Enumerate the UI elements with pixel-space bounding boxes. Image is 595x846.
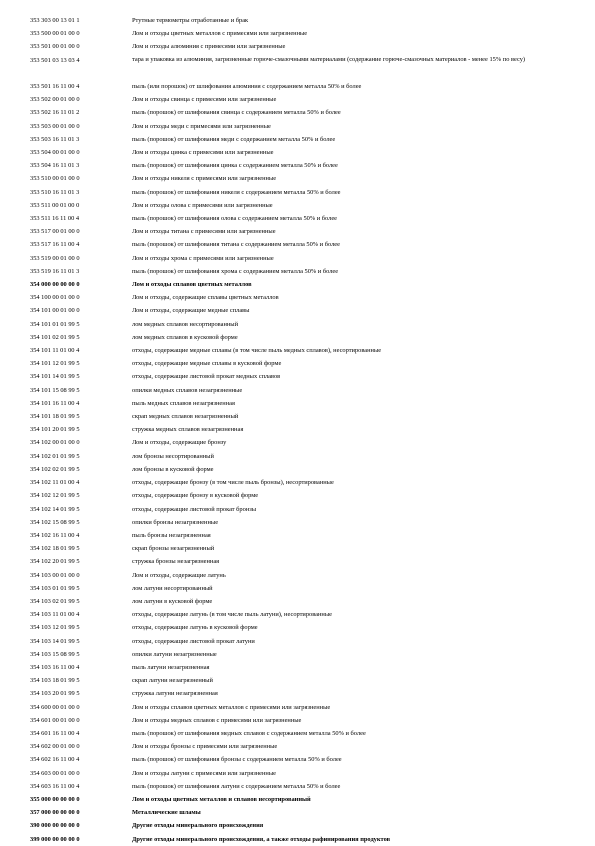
table-row bbox=[30, 397, 570, 410]
waste-name: Лом и отходы сплавов цветных металлов bbox=[132, 281, 252, 289]
waste-name: лом латуни в кусковой форме bbox=[132, 597, 213, 605]
waste-code: 354 103 16 11 00 4 bbox=[30, 663, 80, 671]
waste-name: отходы, содержащие листовой прокат латуни bbox=[132, 637, 255, 645]
table-row bbox=[30, 278, 570, 291]
waste-name: Лом и отходы хрома с примесями или загрязненные bbox=[132, 254, 274, 262]
waste-name: отходы, содержащие бронзу в кусковой форме bbox=[132, 492, 259, 500]
table-row bbox=[30, 542, 570, 555]
waste-code: 354 103 01 01 99 5 bbox=[30, 584, 80, 592]
waste-code: 354 103 00 01 00 0 bbox=[30, 571, 80, 579]
waste-code: 353 500 00 01 00 0 bbox=[30, 30, 80, 38]
waste-name: стружка латуни незагрязненная bbox=[132, 690, 218, 698]
waste-name: отходы, содержащие бронзу (в том числе пыль бронзы), несортированные bbox=[132, 479, 334, 487]
waste-code: 353 510 00 01 00 0 bbox=[30, 175, 80, 183]
waste-name: опилки медных сплавов незагрязненные bbox=[132, 386, 243, 394]
table-row bbox=[30, 27, 570, 40]
waste-code: 354 602 00 01 00 0 bbox=[30, 743, 80, 751]
waste-name: Лом и отходы олова с примесями или загрязненные bbox=[132, 201, 273, 209]
waste-code: 353 504 00 01 00 0 bbox=[30, 149, 80, 157]
table-row bbox=[30, 767, 570, 780]
waste-code: 354 000 00 00 00 0 bbox=[30, 281, 80, 289]
waste-name: пыль (порошок) от шлифования свинца с содержанием металла 50% и более bbox=[132, 109, 341, 117]
waste-code: 354 103 11 01 00 4 bbox=[30, 611, 80, 619]
waste-name: пыль латуни незагрязненная bbox=[132, 663, 210, 671]
waste-code: 354 102 00 01 00 0 bbox=[30, 439, 80, 447]
waste-code: 353 502 00 01 00 0 bbox=[30, 96, 80, 104]
waste-code: 353 511 00 01 00 0 bbox=[30, 201, 80, 209]
table-row bbox=[30, 93, 570, 106]
table-row bbox=[30, 120, 570, 133]
waste-code: 354 101 11 01 00 4 bbox=[30, 347, 80, 355]
waste-name: отходы, содержащие медные сплавы в кусковой форме bbox=[132, 360, 282, 368]
waste-code: 354 602 16 11 00 4 bbox=[30, 756, 80, 764]
table-row bbox=[30, 172, 570, 185]
waste-name: Лом и отходы, содержащие бронзу bbox=[132, 439, 227, 447]
waste-code: 353 504 16 11 01 3 bbox=[30, 162, 80, 170]
waste-name: пыль (порошок) от шлифования цинка с содержанием металла 50% и более bbox=[132, 162, 338, 170]
waste-code: 354 103 18 01 99 5 bbox=[30, 677, 80, 685]
table-row bbox=[30, 503, 570, 516]
table-row bbox=[30, 450, 570, 463]
waste-name: пыль (порошок) от шлифования медных сплавов с содержанием металла 50% и более bbox=[132, 729, 366, 737]
table-row bbox=[30, 14, 570, 27]
waste-code: 354 103 14 01 99 5 bbox=[30, 637, 80, 645]
waste-name: пыль (порошок) от шлифования бронзы с содержанием металла 50% и более bbox=[132, 756, 342, 764]
waste-code: 353 502 16 11 01 2 bbox=[30, 109, 80, 117]
table-row bbox=[30, 608, 570, 621]
table-row bbox=[30, 529, 570, 542]
table-row bbox=[30, 806, 570, 819]
waste-name: Другие отходы минерального происхождения, а также отходы рафинирования продуктов bbox=[132, 835, 391, 843]
table-row bbox=[30, 674, 570, 687]
table-row bbox=[30, 370, 570, 383]
table-row bbox=[30, 265, 570, 278]
waste-name: Ртутные термометры отработанные и брак bbox=[132, 17, 249, 24]
waste-code: 354 103 12 01 99 5 bbox=[30, 624, 80, 632]
waste-name: пыль (порошок) от шлифования титана с содержанием металла 50% и более bbox=[132, 241, 340, 249]
waste-name: лом бронзы несортированный bbox=[132, 452, 214, 460]
waste-name: пыль (порошок) от шлифования меди с содержанием металла 50% и более bbox=[132, 135, 336, 143]
waste-code: 353 517 16 11 00 4 bbox=[30, 241, 80, 249]
waste-code: 353 501 00 01 00 0 bbox=[30, 43, 80, 51]
table-row bbox=[30, 595, 570, 608]
waste-name: Металлические шламы bbox=[132, 809, 201, 817]
table-row bbox=[30, 344, 570, 357]
waste-code: 354 600 00 01 00 0 bbox=[30, 703, 80, 711]
waste-name: отходы, содержащие латунь в кусковой форме bbox=[132, 624, 258, 632]
waste-code: 354 601 16 11 00 4 bbox=[30, 729, 80, 737]
table-row bbox=[30, 291, 570, 304]
waste-name: пыль бронзы незагрязненная bbox=[132, 531, 211, 539]
document-page bbox=[30, 14, 570, 846]
table-row bbox=[30, 384, 570, 397]
waste-code: 353 503 16 11 01 3 bbox=[30, 135, 80, 143]
table-row bbox=[30, 569, 570, 582]
table-row bbox=[30, 238, 570, 251]
table-row bbox=[30, 727, 570, 740]
waste-code: 354 102 18 01 99 5 bbox=[30, 545, 80, 553]
table-row bbox=[30, 436, 570, 449]
table-row bbox=[30, 780, 570, 793]
waste-code: 353 503 00 01 00 0 bbox=[30, 122, 80, 130]
table-row bbox=[30, 687, 570, 700]
table-row bbox=[30, 648, 570, 661]
table-row bbox=[30, 423, 570, 436]
table-row bbox=[30, 318, 570, 331]
waste-name: скрап медных сплавов незагрязненный bbox=[132, 413, 239, 421]
waste-name: Лом и отходы цинка с примесями или загрязненные bbox=[132, 149, 274, 157]
waste-code: 353 511 16 11 00 4 bbox=[30, 215, 80, 223]
waste-code: 354 102 01 01 99 5 bbox=[30, 452, 80, 460]
waste-code: 354 603 16 11 00 4 bbox=[30, 782, 80, 790]
table-row bbox=[30, 40, 570, 53]
waste-name: опилки бронзы незагрязненные bbox=[132, 518, 219, 526]
waste-code: 354 101 20 01 99 5 bbox=[30, 426, 80, 434]
waste-code: 354 101 12 01 99 5 bbox=[30, 360, 80, 368]
table-row bbox=[30, 304, 570, 317]
table-row bbox=[30, 252, 570, 265]
waste-name: пыль медных сплавов незагрязненная bbox=[132, 399, 235, 407]
waste-code: 354 100 00 01 00 0 bbox=[30, 294, 80, 302]
waste-code: 354 103 20 01 99 5 bbox=[30, 690, 80, 698]
waste-name: Лом и отходы, содержащие латунь bbox=[132, 571, 226, 579]
table-row bbox=[30, 463, 570, 476]
table-row bbox=[30, 80, 570, 93]
waste-code: 354 102 20 01 99 5 bbox=[30, 558, 80, 566]
waste-name: скрап латуни незагрязненный bbox=[132, 677, 213, 685]
waste-code: 354 102 12 01 99 5 bbox=[30, 492, 80, 500]
table-row bbox=[30, 819, 570, 832]
waste-code: 353 303 00 13 01 1 bbox=[30, 17, 80, 24]
table-row bbox=[30, 331, 570, 344]
waste-code: 354 102 15 08 99 5 bbox=[30, 518, 80, 526]
waste-name: пыль (порошок) от шлифования никеля с содержанием металла 50% и более bbox=[132, 188, 341, 196]
waste-code: 354 102 14 01 99 5 bbox=[30, 505, 80, 513]
waste-code: 354 101 00 01 00 0 bbox=[30, 307, 80, 315]
waste-name: Лом и отходы, содержащие медные сплавы bbox=[132, 307, 250, 315]
table-row bbox=[30, 740, 570, 753]
table-row bbox=[30, 714, 570, 727]
waste-name: скрап бронзы незагрязненный bbox=[132, 545, 215, 553]
table-row bbox=[30, 621, 570, 634]
waste-name: Лом и отходы свинца с примесями или загрязненные bbox=[132, 96, 277, 104]
table-row bbox=[30, 701, 570, 714]
waste-name: лом медных сплавов несортированный bbox=[132, 320, 239, 328]
waste-code: 354 102 11 01 00 4 bbox=[30, 479, 80, 487]
table-row bbox=[30, 489, 570, 502]
waste-code: 354 103 15 08 99 5 bbox=[30, 650, 80, 658]
waste-name: стружка медных сплавов незагрязненная bbox=[132, 426, 244, 434]
waste-code: 354 101 02 01 99 5 bbox=[30, 333, 80, 341]
table-row bbox=[30, 186, 570, 199]
waste-name: опилки латуни незагрязненные bbox=[132, 650, 217, 658]
table-row bbox=[30, 357, 570, 370]
waste-code: 353 501 16 11 00 4 bbox=[30, 83, 80, 90]
waste-name: Лом и отходы титана с примесями или загрязненные bbox=[132, 228, 276, 236]
table-row bbox=[30, 146, 570, 159]
waste-name: лом латуни несортированный bbox=[132, 584, 213, 592]
waste-code: 353 519 00 01 00 0 bbox=[30, 254, 80, 262]
waste-name: отходы, содержащие латунь (в том числе пыль латуни), несортированные bbox=[132, 611, 332, 619]
table-row bbox=[30, 410, 570, 423]
table-row bbox=[30, 753, 570, 766]
waste-name: отходы, содержащие листовой прокат медных сплавов bbox=[132, 373, 281, 381]
waste-code: 355 000 00 00 00 0 bbox=[30, 795, 80, 803]
table-row bbox=[30, 635, 570, 648]
waste-name: пыль (порошок) от шлифования латуни с содержанием металла 50% и более bbox=[132, 782, 341, 790]
waste-name: Лом и отходы никеля с примесями или загрязненные bbox=[132, 175, 277, 183]
waste-code: 354 102 16 11 00 4 bbox=[30, 531, 80, 539]
waste-name: Лом и отходы бронзы с примесями или загрязненные bbox=[132, 743, 278, 751]
waste-name: Другие отходы минерального происхождения bbox=[132, 822, 264, 830]
table-row bbox=[30, 555, 570, 568]
table-row bbox=[30, 225, 570, 238]
waste-code: 354 101 01 01 99 5 bbox=[30, 320, 80, 328]
waste-code: 354 103 02 01 99 5 bbox=[30, 597, 80, 605]
table-row bbox=[30, 106, 570, 119]
waste-code: 354 101 18 01 99 5 bbox=[30, 413, 80, 421]
waste-name: пыль (порошок) от шлифования хрома с содержанием металла 50% и более bbox=[132, 267, 339, 275]
table-row bbox=[30, 212, 570, 225]
waste-name: лом бронзы в кусковой форме bbox=[132, 465, 214, 473]
table-row bbox=[30, 833, 570, 846]
table-row bbox=[30, 793, 570, 806]
waste-name: Лом и отходы сплавов цветных металлов с примесями или загрязненные bbox=[132, 703, 331, 711]
table-row bbox=[30, 661, 570, 674]
waste-name: Лом и отходы латуни с примесями или загрязненные bbox=[132, 769, 276, 777]
waste-code: 399 000 00 00 00 0 bbox=[30, 835, 80, 843]
waste-code: 353 519 16 11 01 3 bbox=[30, 267, 80, 275]
waste-name: стружка бронзы незагрязненная bbox=[132, 558, 220, 566]
waste-name: Лом и отходы цветных металлов с примесями или загрязненные bbox=[132, 30, 308, 38]
waste-code: 353 510 16 11 01 3 bbox=[30, 188, 80, 196]
waste-name: пыль (порошок) от шлифования олова с содержанием металла 50% и более bbox=[132, 215, 338, 223]
waste-code: 354 101 16 11 00 4 bbox=[30, 399, 80, 407]
waste-code: 354 603 00 01 00 0 bbox=[30, 769, 80, 777]
waste-name: лом медных сплавов в кусковой форме bbox=[132, 333, 238, 341]
waste-code: 357 000 00 00 00 0 bbox=[30, 809, 80, 817]
waste-name: Лом и отходы алюминия с примесями или загрязненные bbox=[132, 43, 286, 51]
table-row bbox=[30, 516, 570, 529]
waste-code: 390 000 00 00 00 0 bbox=[30, 822, 80, 830]
table-row bbox=[30, 476, 570, 489]
table-row bbox=[30, 159, 570, 172]
table-row bbox=[30, 133, 570, 146]
table-row bbox=[30, 199, 570, 212]
waste-name: Лом и отходы, содержащие сплавы цветных металлов bbox=[132, 294, 279, 302]
waste-code: 354 101 15 08 99 5 bbox=[30, 386, 80, 394]
waste-code: 354 101 14 01 99 5 bbox=[30, 373, 80, 381]
waste-code: 353 517 00 01 00 0 bbox=[30, 228, 80, 236]
waste-name: Лом и отходы медных сплавов с примесями или загрязненные bbox=[132, 716, 302, 724]
waste-name: отходы, содержащие медные сплавы (в том числе пыль медных сплавов), несортированные bbox=[132, 347, 382, 355]
waste-name: Лом и отходы цветных металлов и сплавов несортированный bbox=[132, 795, 311, 803]
waste-code: 354 601 00 01 00 0 bbox=[30, 716, 80, 724]
table-row bbox=[30, 582, 570, 595]
waste-name: тара и упаковка из алюминия, загрязненные горюче-смазочными материалами (содержание горюче-смазочных материалов - менее 15% по весу) bbox=[132, 56, 526, 64]
waste-name: Лом и отходы меди с примесями или загрязненные bbox=[132, 122, 271, 130]
waste-name: отходы, содержащие листовой прокат бронзы bbox=[132, 505, 257, 513]
waste-code: 353 501 03 13 03 4 bbox=[30, 56, 80, 64]
waste-name: пыль (или порошок) от шлифования алюминия с содержанием металла 50% и более bbox=[132, 83, 362, 90]
waste-code: 354 102 02 01 99 5 bbox=[30, 465, 80, 473]
table-row bbox=[30, 54, 570, 80]
